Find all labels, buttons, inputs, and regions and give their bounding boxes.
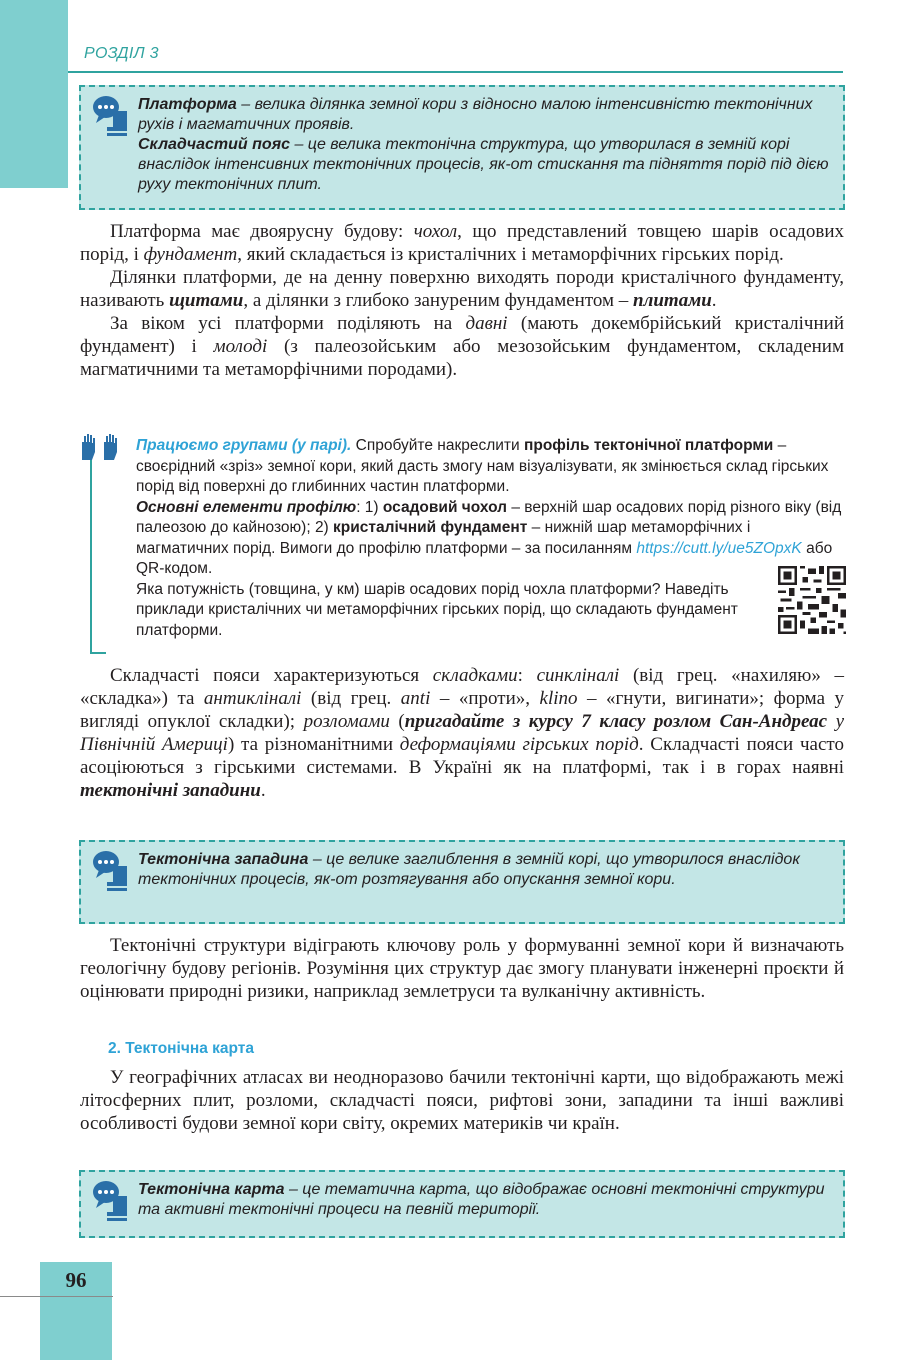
- body-block-fold-belts: [80, 664, 844, 802]
- definition-box-tectonic-map: [79, 1170, 845, 1238]
- speech-book-icon: [91, 848, 131, 892]
- term-fold-belt: Складчастий пояс: [138, 136, 291, 153]
- paragraph: Платформа має двоярусну будову: чохол, що представлений товщею шарів осадових порід, і фундамент, який складається із кристалічних і метаморфічних гірських порід.: [80, 221, 844, 265]
- paragraph: Тектонічні структури відіграють ключову роль у формуванні земної кори й визначають геологічну будову регіонів. Розуміння цих структур дає змогу планувати інженерні проєкти й оцінювати природні ризики, наприклад землетруси та вулканічну активність.: [80, 935, 844, 1002]
- paragraph: Складчасті пояси характеризуються складками: синкліналі (від грец. «нахиляю» – «складка») та антикліналі (від грец. anti – «проти», klino – «гнути, вигинати»; форма у вигляді опуклої складки); розломами (пригадайте з курсу 7 класу розлом Сан-Андреас у Північній Америці) та різноманітними деформаціями гірських порід. Складчасті пояси часто асоціюються з гірськими системами. В Україні як на платформі, так і в горах наявні тектонічні западини.: [80, 665, 845, 801]
- term-tectonic-depression: Тектонічна западина: [138, 851, 309, 868]
- group-task-block: Працюємо групами (у парі). Спробуйте накреслити профіль тектонічної платформи – своєрідний «зріз» земної кори, який дасть змогу нам візуалізувати, як змінюється склад гірських порід від поверхні до глибинних частин платформи. Основні елементи профілю: 1) осадовий чохол – верхній шар осадових порід різного віку (від палеозою до кайнозою); 2) кристалічний фундамент – нижній шар метаморфічних і магматичних порід. Вимоги до профілю платформи – за посиланням https://cutt.ly/ue5ZOpxK або QR-кодом. Яка потужність (товщина, у км) шарів осадових порід чохла платформи? Наведіть приклади кристалічних чи метаморфічних гірських порід, що складають фундамент платформи.: [80, 432, 845, 656]
- definition-text: – це тематична карта, що відображає основні тектонічні структури та активні тектонічні процеси на певній території.: [138, 1181, 825, 1218]
- section-title: РОЗДІЛ 3: [84, 45, 159, 62]
- definition-box-depression: [79, 840, 845, 924]
- definition-text: – велика ділянка земної кори з відносно малою інтенсивністю тектонічних рухів і магматичних проявів.: [138, 96, 813, 133]
- body-block-platform: [80, 220, 844, 381]
- task-questions: Яка потужність (товщина, у км) шарів осадових порід чохла платформи? Наведіть приклади кристалічних чи метаморфічних гірських порід, що складають фундамент платформи.: [136, 580, 738, 639]
- term-tectonic-map: Тектонічна карта: [138, 1181, 285, 1198]
- definition-text: – це велика тектонічна структура, що утворилася в земній корі внаслідок інтенсивних тектонічних процесів, як-от стискання та підняття порід під дією руху тектонічних плит.: [138, 136, 829, 193]
- task-lead: Працюємо групами (у парі).: [136, 437, 352, 454]
- paragraph: У географічних атласах ви неодноразово бачили тектонічні карти, що відображають межі літосферних плит, розломи, складчасті пояси, рифтові зони, западини та інші важливі особливості будови земної кори світу, окремих материків чи країн.: [80, 1067, 844, 1134]
- footer-rule: [0, 1296, 113, 1297]
- definition-box-platform: [79, 85, 845, 210]
- raised-hands-icon: [80, 432, 124, 462]
- definition-text: – це велике заглиблення в земній корі, що утворилося внаслідок тектонічних процесів, як-от розтягування або опускання земної кори.: [138, 851, 800, 888]
- paragraph: Ділянки платформи, де на денну поверхню виходять породи кристалічного фундаменту, називають щитами, а ділянки з глибоко зануреним фундаментом – плитами.: [80, 267, 844, 311]
- section-tab: [0, 0, 68, 188]
- paragraph: За віком усі платформи поділяють на давні (мають докембрійський кристалічний фундамент) і молоді (з палеозойським або мезозойським фундаментом, складеним магматичними та метаморфічними породами).: [80, 313, 844, 380]
- body-block-structures: [80, 934, 844, 1003]
- page-number: 96: [65, 1268, 87, 1292]
- section-heading: 2. Тектонічна карта: [108, 1040, 254, 1057]
- speech-book-icon: [91, 1178, 131, 1222]
- profile-requirements-link[interactable]: https://cutt.ly/ue5ZOpxK: [636, 539, 802, 557]
- term-platform: Платформа: [138, 96, 237, 113]
- speech-book-icon: [91, 93, 131, 137]
- task-bracket: [90, 460, 106, 654]
- qr-code-icon[interactable]: [778, 566, 846, 634]
- body-block-tectonic-map: [80, 1066, 844, 1135]
- header-rule: [68, 71, 843, 73]
